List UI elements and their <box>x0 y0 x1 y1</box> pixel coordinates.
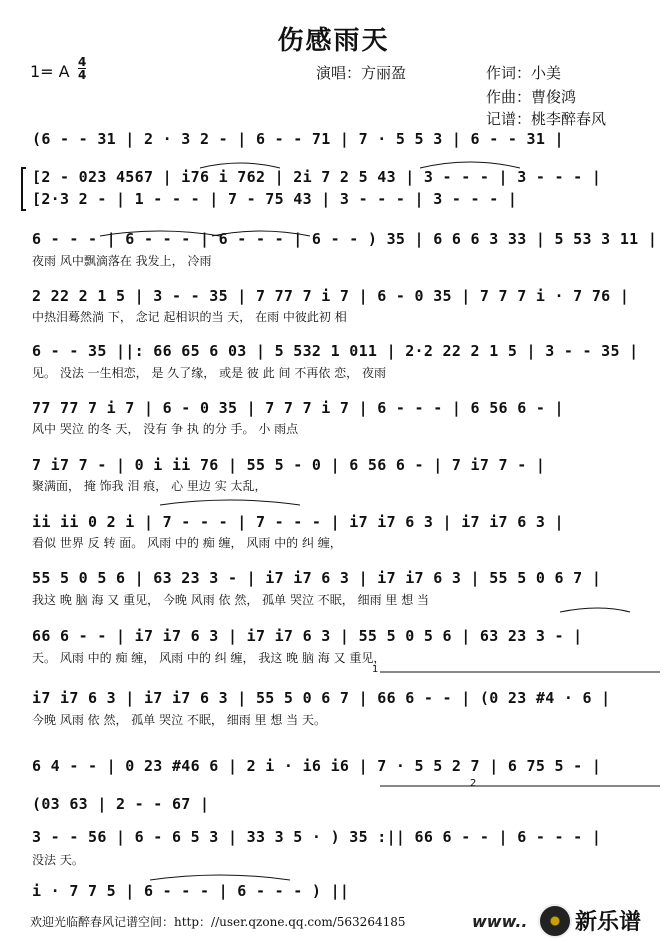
notation-row: 6 4 - - | 0 23 #46 6 | 2 i · i6 i6 | 7 · 5 5 2 7 | 6 75 5 - | <box>32 757 602 775</box>
notation-row: (6 - - 31 | 2 · 3 2 - | 6 - - 71 | 7 · 5 5 3 | 6 - - 31 | <box>32 130 564 148</box>
notation-row: 6 - - 35 ||: 66 65 6 03 | 5 532 1 011 | 2·2 22 2 1 5 | 3 - - 35 | <box>32 342 639 360</box>
lyricist-credit: 作词：小美 <box>486 64 562 82</box>
lyric-line: 见。 没法 一生相恋， 是 久了缘， 或是 彼 此 间 不再依 恋， 夜雨 <box>32 366 386 380</box>
lyric-line: 聚满面， 掩 饰我 泪 痕， 心 里边 实 太乱， <box>32 479 267 493</box>
transcriber-credit: 记谱：桃李醉春风 <box>486 110 607 128</box>
notation-row: i7 i7 6 3 | i7 i7 6 3 | 55 5 0 6 7 | 66 6 - - | (0 23 #4 · 6 | <box>32 689 611 707</box>
lyric-line: 没法 天。 <box>32 853 84 867</box>
lyric-line: 中热泪蓦然淌 下， 念记 起相识的当 天， 在雨 中彼此初 相 <box>32 310 347 324</box>
notation-row: 66 6 - - | i7 i7 6 3 | i7 i7 6 3 | 55 5 0 5 6 | 63 23 3 - | <box>32 627 583 645</box>
time-numerator: 4 <box>78 55 87 69</box>
brand-logo: 新乐谱 <box>575 910 642 935</box>
lyric-line: 我这 晚 脑 海 又 重见， 今晚 风雨 依 然， 孤单 哭泣 不眠， 细雨 里 想 当 <box>32 593 430 607</box>
record-disc-icon <box>538 904 572 938</box>
key-signature: 1= A <box>30 62 70 81</box>
lyric-line: 看似 世界 反 转 面。 风雨 中的 痴 缠， 风雨 中的 纠 缠， <box>32 536 342 550</box>
volta-second: 2 <box>470 778 477 789</box>
notation-row: [2 - 023 4567 | i76 i 762 | 2i 7 2 5 43 | 3 - - - | 3 - - - | <box>32 168 602 186</box>
notation-row: ii ii 0 2 i | 7 - - - | 7 - - - | i7 i7 6 3 | i7 i7 6 3 | <box>32 513 564 531</box>
notation-row: 2 22 2 1 5 | 3 - - 35 | 7 77 7 i 7 | 6 - 0 35 | 7 7 7 i · 7 76 | <box>32 287 630 305</box>
song-title: 伤感雨天 <box>277 26 390 56</box>
lyric-line: 今晚 风雨 依 然， 孤单 哭泣 不眠， 细雨 里 想 当 天。 <box>32 713 326 727</box>
lyric-line: 风中 哭泣 的冬 天， 没有 争 执 的分 手。 小 雨点 <box>32 422 299 436</box>
notation-row: i · 7 7 5 | 6 - - - | 6 - - - ) || <box>32 882 350 900</box>
lyric-line: 天。 风雨 中的 痴 缠， 风雨 中的 纠 缠， 我这 晚 脑 海 又 重见， <box>32 651 386 665</box>
watermark-url: www.. <box>472 912 528 931</box>
notation-row: 6 - - - | 6 - - - | 6 - - - | 6 - - ) 35 | 6 6 6 3 33 | 5 53 3 11 | <box>32 230 658 248</box>
notation-row: 7 i7 7 - | 0 i ii 76 | 55 5 - 0 | 6 56 6 - | 7 i7 7 - | <box>32 456 546 474</box>
volta-first: 1 <box>372 664 379 675</box>
notation-row: [2·3 2 - | 1 - - - | 7 - 75 43 | 3 - - - | 3 - - - | <box>32 190 518 208</box>
notation-row: (03 63 | 2 - - 67 | <box>32 795 210 813</box>
footer-credit: 欢迎光临醉春风记谱空间：http：//user.qzone.qq.com/563264185 <box>30 915 406 929</box>
notation-row: 55 5 0 5 6 | 63 23 3 - | i7 i7 6 3 | i7 i7 6 3 | 55 5 0 6 7 | <box>32 569 602 587</box>
composer-credit: 作曲：曹俊鸿 <box>486 88 577 106</box>
lyric-line: 夜雨 风中飘滴落在 我发上， 冷雨 <box>32 254 212 268</box>
notation-row: 3 - - 56 | 6 - 6 5 3 | 33 3 5 · ) 35 :|| 66 6 - - | 6 - - - | <box>32 828 602 846</box>
notation-row: 77 77 7 i 7 | 6 - 0 35 | 7 7 7 i 7 | 6 - - - | 6 56 6 - | <box>32 399 564 417</box>
singer-credit: 演唱：方丽盈 <box>316 64 407 82</box>
time-denominator: 4 <box>78 68 87 82</box>
